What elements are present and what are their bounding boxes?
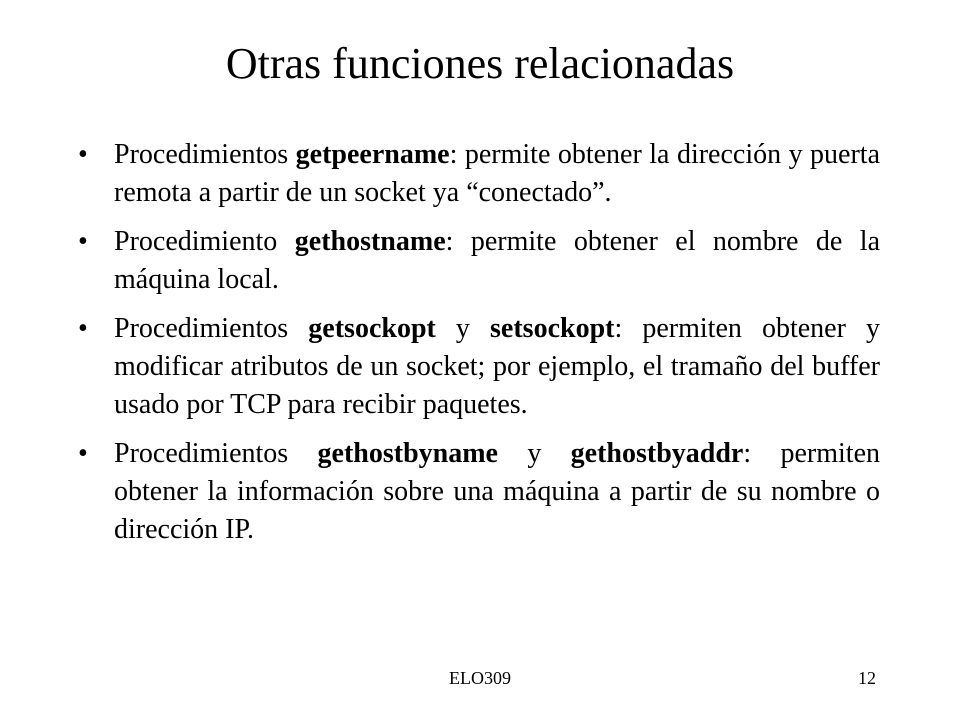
function-name: gethostname: [294, 226, 446, 257]
bullet-marker: •: [78, 438, 88, 469]
bullet-text: Procedimiento: [114, 226, 295, 257]
bullet-text: y: [497, 438, 571, 469]
footer-course: ELO309: [449, 668, 511, 688]
slide-title: Otras funciones relacionadas: [225, 39, 735, 88]
function-name: getsockopt: [308, 313, 436, 344]
footer-page-number: 12: [858, 668, 876, 688]
bullet-text: : permiten obtener y modificar atributos de un socket; por ejemplo, el tramaño del buffer usado por TCP para recibir paquetes.: [114, 313, 881, 420]
bullet-list: [72, 136, 880, 560]
bullet-text: : permite obtener el nombre de la máquina local.: [114, 226, 881, 295]
function-name: gethostbyname: [317, 438, 498, 469]
bullet-item: [72, 310, 880, 424]
bullet-text: : permiten obtener la información sobre una máquina a partir de su nombre o dirección IP.: [114, 438, 880, 545]
function-name: gethostbyaddr: [570, 438, 744, 469]
bullet-item: [72, 223, 880, 299]
bullet-text: Procedimientos: [114, 438, 318, 469]
function-name: setsockopt: [490, 313, 615, 344]
bullet-item: [72, 136, 880, 212]
bullet-item: [72, 435, 880, 549]
bullet-marker: •: [78, 139, 88, 170]
bullet-text: Procedimientos: [114, 313, 309, 344]
bullet-text: : permite obtener la dirección y puerta remota a partir de un socket ya “conectado”.: [114, 139, 880, 208]
function-name: getpeername: [295, 139, 450, 170]
bullet-text: Procedimientos: [114, 139, 296, 170]
bullet-marker: •: [78, 226, 88, 257]
bullet-marker: •: [78, 313, 88, 344]
bullet-text: y: [435, 313, 491, 344]
